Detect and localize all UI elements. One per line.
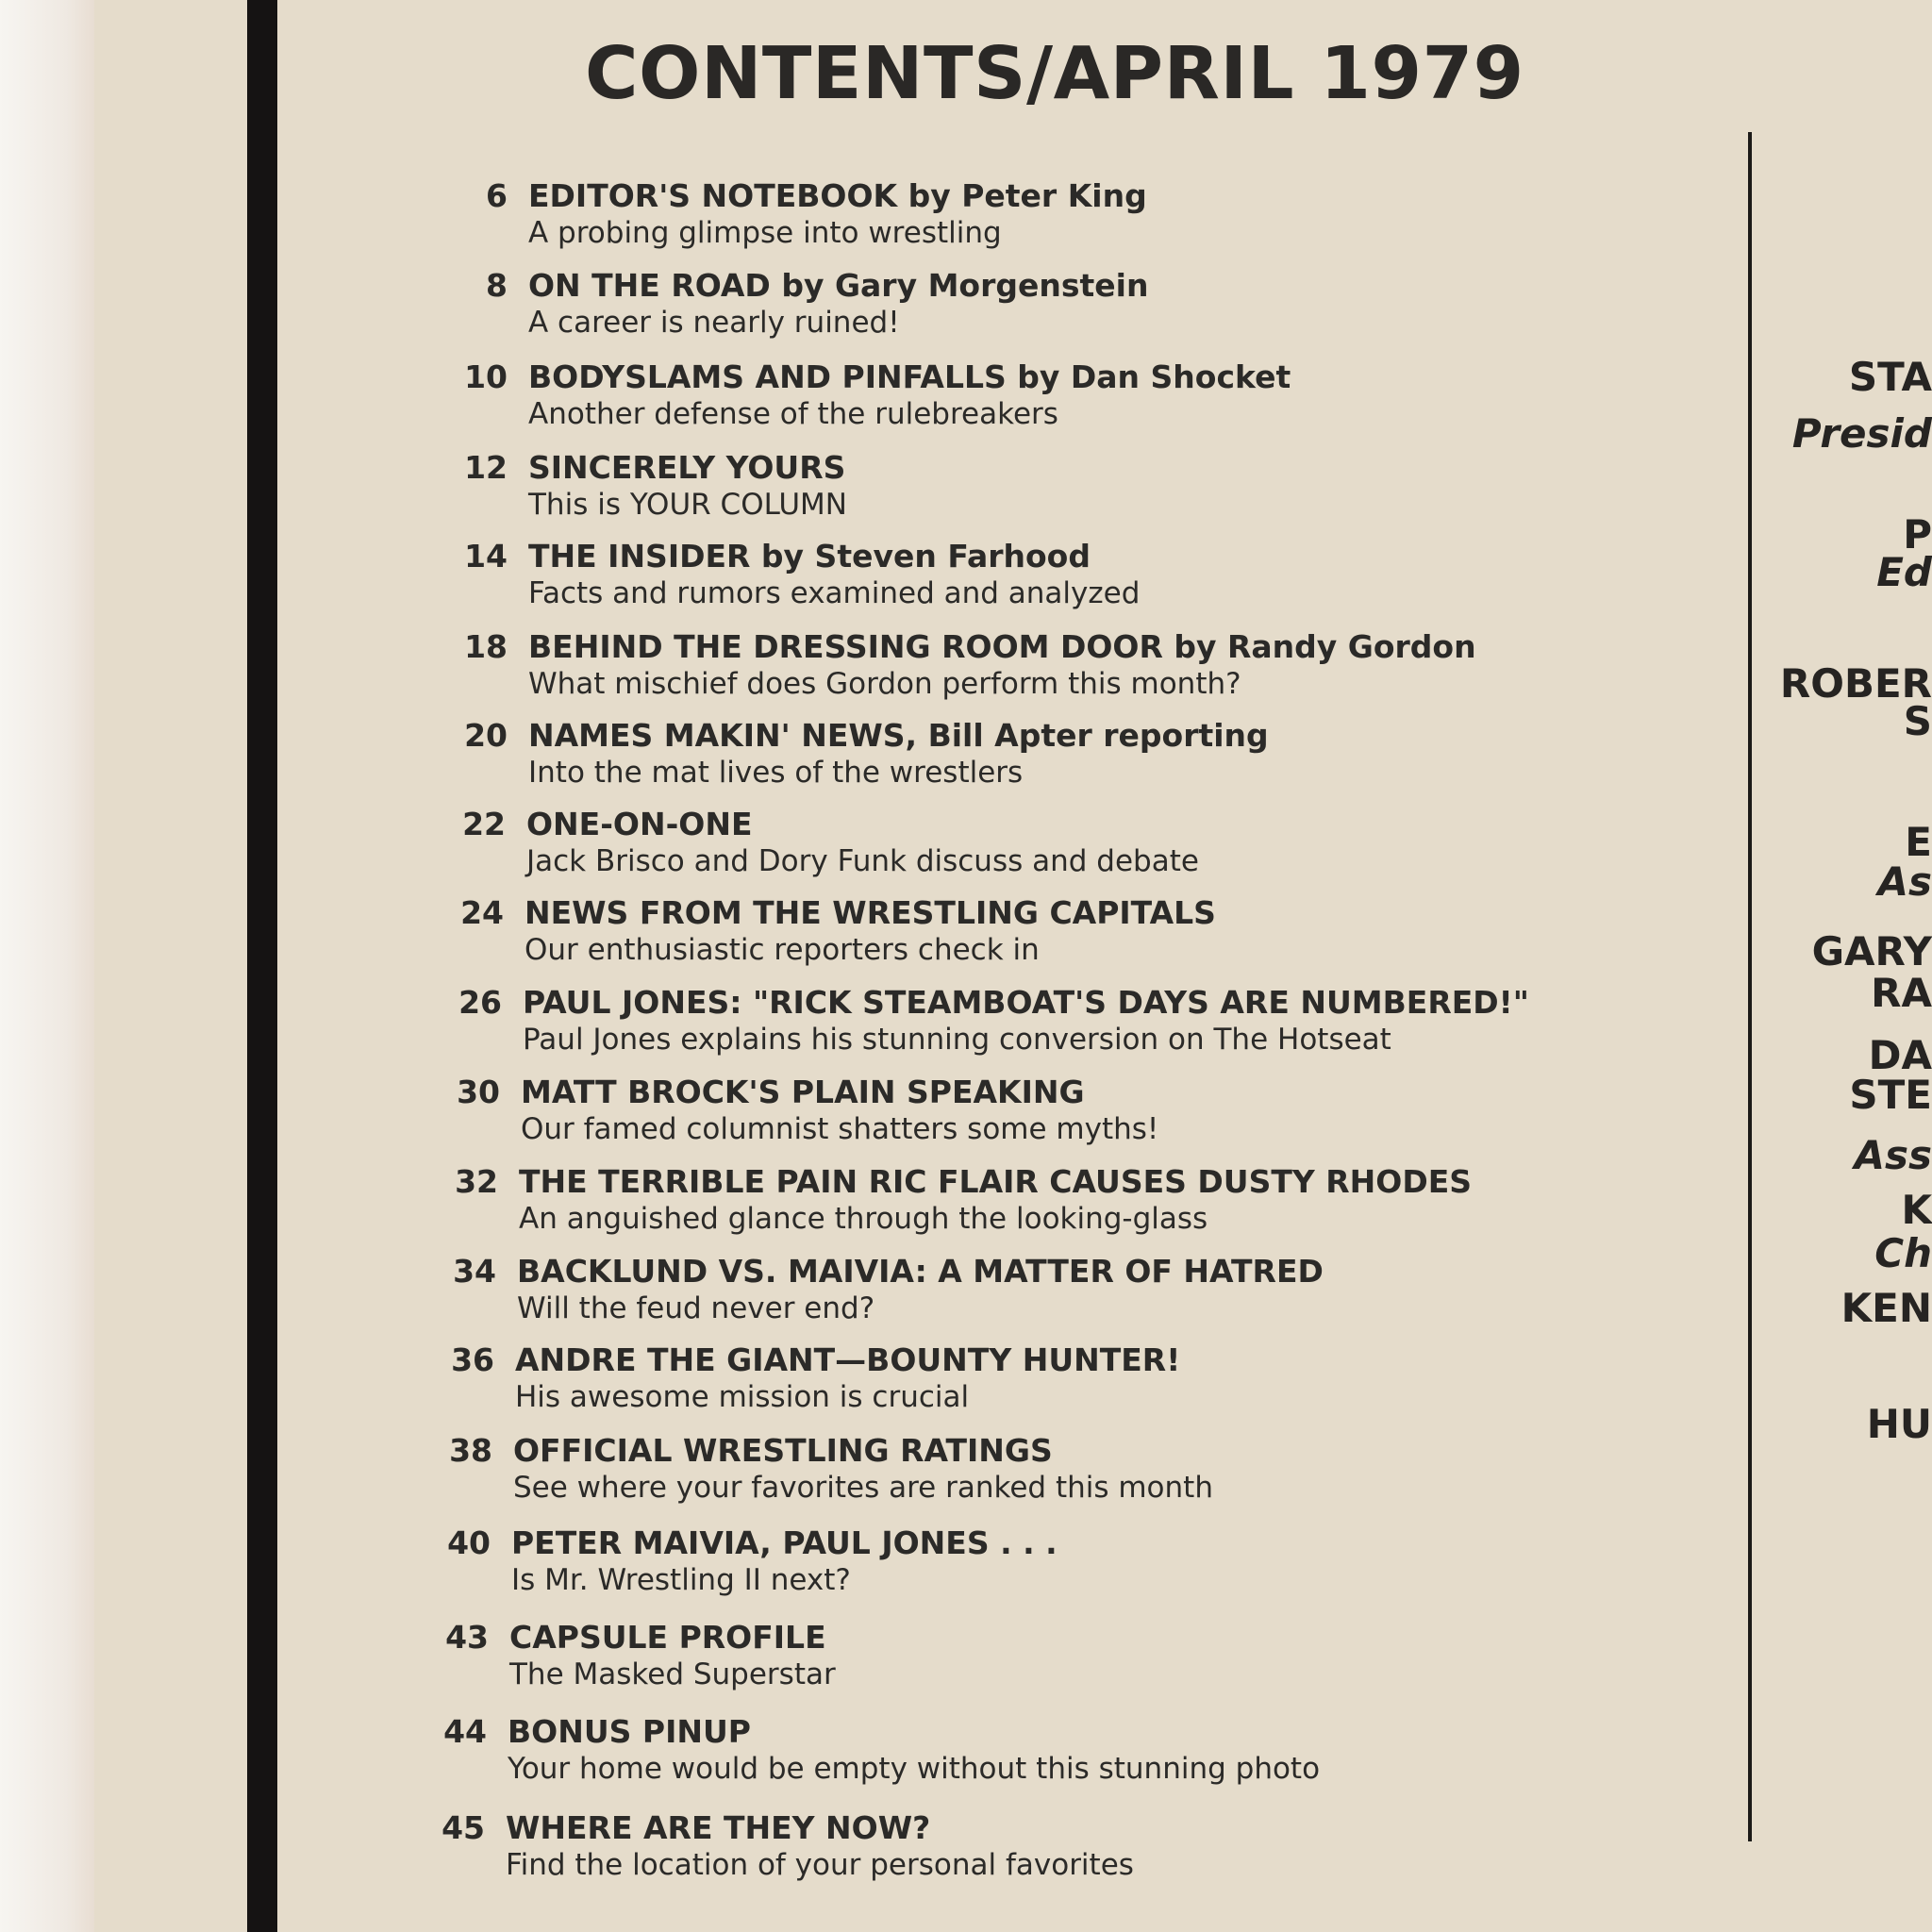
left-black-border: [247, 0, 277, 1932]
toc-page-number: 20: [464, 717, 508, 754]
toc-heading: SINCERELY YOURS: [528, 449, 846, 486]
toc-page-number: 24: [460, 894, 504, 931]
masthead-fragment: Ch: [1874, 1230, 1932, 1276]
toc-subtitle: Jack Brisco and Dory Funk discuss and debate: [526, 844, 1199, 878]
toc-subtitle: Your home would be empty without this stunning photo: [508, 1752, 1321, 1786]
masthead-fragment: HU: [1866, 1401, 1932, 1447]
toc-subtitle: Our enthusiastic reporters check in: [525, 933, 1040, 967]
toc-subtitle: Another defense of the rulebreakers: [528, 397, 1058, 431]
masthead-fragment: DA: [1868, 1032, 1932, 1078]
masthead-fragment: STE: [1849, 1072, 1932, 1118]
toc-heading: NEWS FROM THE WRESTLING CAPITALS: [525, 894, 1216, 931]
toc-subtitle: What mischief does Gordon perform this month?: [528, 667, 1241, 701]
toc-subtitle: The Masked Superstar: [509, 1657, 836, 1691]
toc-page-number: 12: [464, 449, 508, 486]
toc-page-number: 32: [455, 1163, 498, 1200]
toc-page-number: 10: [464, 358, 508, 395]
toc-subtitle: Will the feud never end?: [517, 1291, 875, 1325]
toc-page-number: 22: [462, 806, 506, 842]
toc-subtitle: Paul Jones explains his stunning conversion on The Hotseat: [523, 1023, 1391, 1057]
toc-subtitle: Into the mat lives of the wrestlers: [528, 756, 1024, 790]
toc-page-number: 36: [451, 1341, 494, 1378]
toc-page-number: 43: [445, 1619, 489, 1656]
toc-subtitle: Facts and rumors examined and analyzed: [528, 576, 1141, 610]
toc-page-number: 8: [486, 267, 508, 304]
masthead-fragment: Ed: [1876, 549, 1932, 595]
toc-heading: PAUL JONES: "RICK STEAMBOAT'S DAYS ARE NUMBERED!": [523, 984, 1529, 1021]
masthead-fragment: ROBER: [1779, 660, 1932, 707]
toc-page-number: 40: [447, 1524, 491, 1561]
toc-page-number: 18: [464, 628, 508, 665]
toc-page-number: 6: [486, 177, 508, 214]
page-left-margin: [0, 0, 94, 1932]
masthead-fragment: P: [1903, 511, 1932, 558]
toc-heading: MATT BROCK'S PLAIN SPEAKING: [521, 1074, 1085, 1110]
toc-page-number: 45: [441, 1809, 485, 1846]
toc-heading: PETER MAIVIA, PAUL JONES . . .: [511, 1524, 1058, 1561]
toc-heading: ONE-ON-ONE: [526, 806, 753, 842]
toc-heading: WHERE ARE THEY NOW?: [506, 1809, 931, 1846]
toc-heading: OFFICIAL WRESTLING RATINGS: [513, 1432, 1053, 1469]
toc-page-number: 44: [443, 1713, 487, 1750]
page-title: CONTENTS/APRIL 1979: [585, 32, 1524, 116]
masthead-fragment: STA: [1848, 354, 1932, 400]
toc-page-number: 14: [464, 538, 508, 575]
toc-subtitle: Is Mr. Wrestling II next?: [511, 1563, 851, 1597]
masthead-fragment: GARY: [1811, 928, 1932, 974]
toc-page-number: 38: [449, 1432, 492, 1469]
toc-heading: THE INSIDER by Steven Farhood: [528, 538, 1091, 575]
masthead-fragment: Presid: [1791, 410, 1932, 457]
toc-heading: BACKLUND VS. MAIVIA: A MATTER OF HATRED: [517, 1253, 1324, 1290]
toc-page-number: 26: [458, 984, 502, 1021]
toc-subtitle: A career is nearly ruined!: [528, 306, 900, 340]
toc-subtitle: A probing glimpse into wrestling: [528, 216, 1002, 250]
toc-page-number: 34: [453, 1253, 496, 1290]
toc-heading: EDITOR'S NOTEBOOK by Peter King: [528, 177, 1147, 214]
column-divider: [1748, 132, 1752, 1841]
masthead-fragment: K: [1901, 1187, 1932, 1233]
toc-heading: BONUS PINUP: [508, 1713, 751, 1750]
toc-heading: ANDRE THE GIANT—BOUNTY HUNTER!: [515, 1341, 1181, 1378]
toc-subtitle: An anguished glance through the looking-glass: [519, 1202, 1208, 1236]
toc-heading: CAPSULE PROFILE: [509, 1619, 826, 1656]
toc-page-number: 30: [457, 1074, 500, 1110]
masthead-fragment: RA: [1871, 970, 1932, 1016]
masthead-fragment: Ass: [1854, 1132, 1932, 1178]
toc-heading: NAMES MAKIN' NEWS, Bill Apter reporting: [528, 717, 1269, 754]
toc-heading: ON THE ROAD by Gary Morgenstein: [528, 267, 1149, 304]
toc-subtitle: This is YOUR COLUMN: [528, 488, 847, 522]
masthead-fragment: E: [1905, 819, 1932, 865]
toc-subtitle: See where your favorites are ranked this month: [513, 1471, 1213, 1505]
toc-subtitle: Our famed columnist shatters some myths!: [521, 1112, 1159, 1146]
toc-heading: BEHIND THE DRESSING ROOM DOOR by Randy Gordon: [528, 628, 1476, 665]
toc-subtitle: His awesome mission is crucial: [515, 1380, 970, 1414]
toc-heading: THE TERRIBLE PAIN RIC FLAIR CAUSES DUSTY RHODES: [519, 1163, 1473, 1200]
toc-subtitle: Find the location of your personal favorites: [506, 1848, 1134, 1882]
masthead-fragment: KEN: [1840, 1285, 1932, 1331]
masthead-fragment: S: [1903, 698, 1932, 744]
masthead-fragment: As: [1877, 858, 1932, 905]
toc-heading: BODYSLAMS AND PINFALLS by Dan Shocket: [528, 358, 1291, 395]
